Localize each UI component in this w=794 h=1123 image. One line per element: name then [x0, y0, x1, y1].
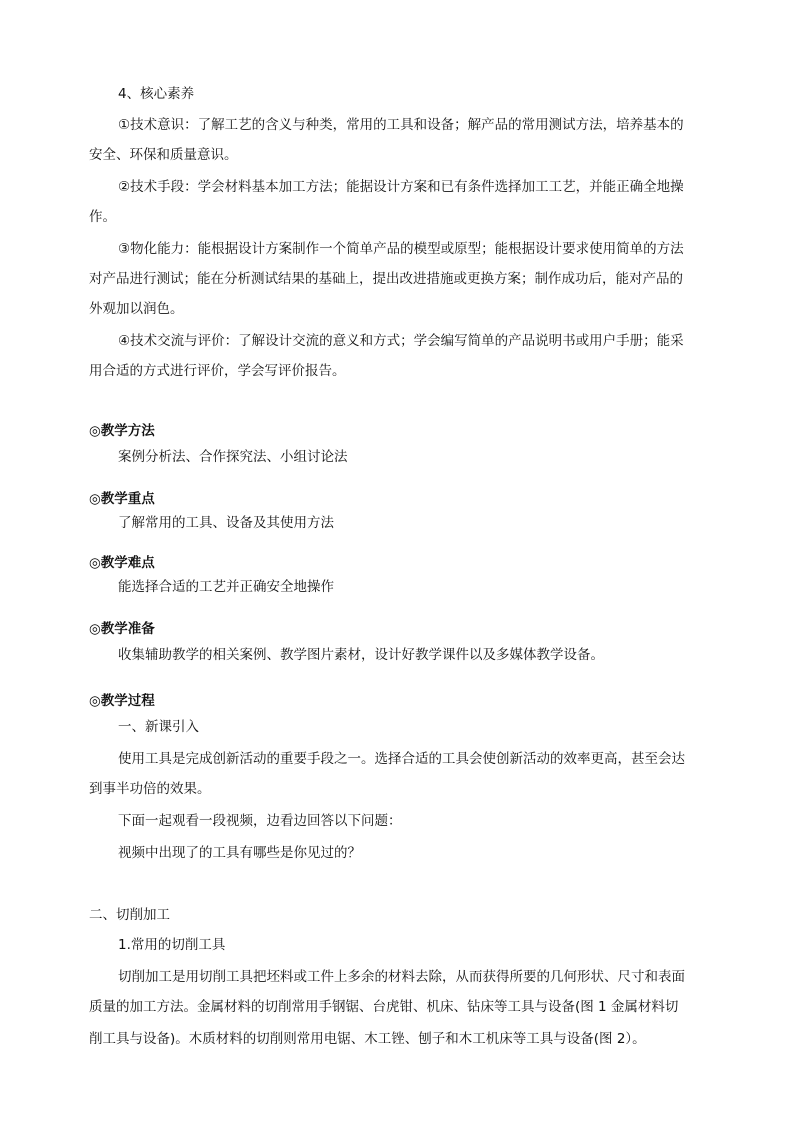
- core-literacy-item3-line2: 对产品进行测试；能在分析测试结果的基础上，提出改进措施或更换方案；制作成功后，能对产品的: [89, 271, 683, 287]
- process-heading: ◎教学过程: [89, 693, 155, 709]
- process-intro-p2: 下面一起观看一段视频，边看边回答以下问题：: [118, 813, 402, 829]
- difficult-points-content: 能选择合适的工艺并正确安全地操作: [118, 579, 334, 595]
- section2-title: 二、切削加工: [89, 907, 170, 923]
- preparation-content: 收集辅助教学的相关案例、教学图片素材，设计好教学课件以及多媒体教学设备。: [118, 647, 604, 663]
- core-literacy-item2-line1: ②技术手段：学会材料基本加工方法；能据设计方案和已有条件选择加工工艺，并能正确全地操: [118, 179, 684, 195]
- difficult-points-heading: ◎教学难点: [89, 555, 155, 571]
- core-literacy-item3-line3: 外观加以润色。: [89, 301, 184, 317]
- core-literacy-item3-line1: ③物化能力：能根据设计方案制作一个简单产品的模型或原型；能根据设计要求使用简单的方法: [118, 241, 684, 257]
- core-literacy-title: 4、核心素养: [118, 86, 195, 102]
- section2-sub1-line2: 质量的加工方法。金属材料的切削常用手钢锯、台虎钳、机床、钻床等工具与设备(图 1 金属材料切: [89, 999, 679, 1015]
- core-literacy-item1-line1: ①技术意识：了解工艺的含义与种类，常用的工具和设备；解产品的常用测试方法，培养基本的: [118, 117, 684, 133]
- process-intro-p1-line2: 到事半功倍的效果。: [89, 781, 211, 797]
- key-points-content: 了解常用的工具、设备及其使用方法: [118, 515, 334, 531]
- process-intro-title: 一、新课引入: [118, 719, 199, 735]
- section2-sub1-line1: 切削加工是用切削工具把坯料或工件上多余的材料去除，从而获得所要的几何形状、尺寸和表面: [118, 969, 685, 985]
- process-intro-p1-line1: 使用工具是完成创新活动的重要手段之一。选择合适的工具会使创新活动的效率更高，甚至会达: [118, 751, 685, 767]
- core-literacy-item4-line1: ④技术交流与评价：了解设计交流的意义和方式；学会编写简单的产品说明书或用户手册；能采: [118, 333, 684, 349]
- teaching-method-heading: ◎教学方法: [89, 423, 155, 439]
- process-intro-p3: 视频中出现了的工具有哪些是你见过的？: [118, 845, 361, 861]
- section2-sub1-title: 1.常用的切削工具: [118, 937, 226, 953]
- core-literacy-item4-line2: 用合适的方式进行评价，学会写评价报告。: [89, 363, 346, 379]
- teaching-method-content: 案例分析法、合作探究法、小组讨论法: [118, 449, 348, 465]
- core-literacy-item2-line2: 作。: [89, 209, 116, 225]
- key-points-heading: ◎教学重点: [89, 491, 155, 507]
- preparation-heading: ◎教学准备: [89, 621, 155, 637]
- section2-sub1-line3: 削工具与设备)。木质材料的切削则常用电锯、木工锉、刨子和木工机床等工具与设备(图 2）。: [89, 1031, 646, 1047]
- core-literacy-item1-line2: 安全、环保和质量意识。: [89, 147, 238, 163]
